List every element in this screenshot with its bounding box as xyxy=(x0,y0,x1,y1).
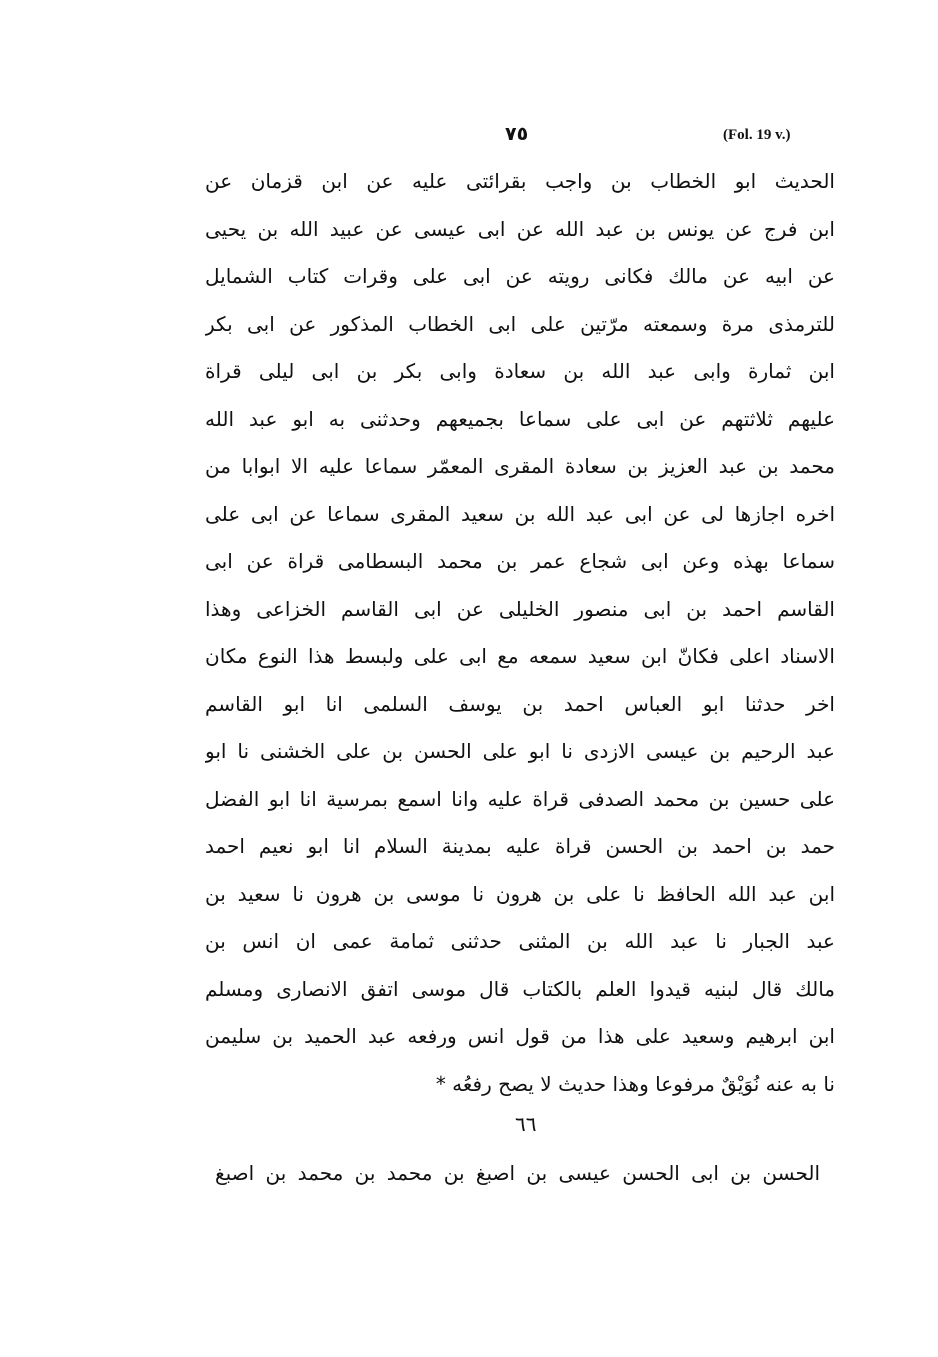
page-number: ٧٥ xyxy=(505,123,529,145)
text-line: عن ابيه عن مالك فكانى رويته عن ابى على وقرات كتاب الشمايل xyxy=(205,264,835,288)
text-line: ابن ثمارة وابى عبد الله بن سعادة وابى بكر بن ابى ليلى قراة xyxy=(205,359,835,383)
text-line: محمد بن عبد العزيز بن سعادة المقرى المعمّر سماعا عليه الا ابوابا من xyxy=(205,454,835,478)
text-line: الاسناد اعلى فكانّ ابن سعيد سمعه مع ابى على ولبسط هذا النوع مكان xyxy=(205,644,835,668)
text-line: حمد بن احمد بن الحسن قراة عليه بمدينة السلام انا ابو نعيم احمد xyxy=(205,834,835,858)
text-line: سماعا بهذه وعن ابى شجاع عمر بن محمد البسطامى قراة عن ابى xyxy=(205,549,835,573)
text-line: ابن عبد الله الحافظ نا على بن هرون نا موسى بن هرون نا سعيد بن xyxy=(205,881,835,906)
text-line: عبد الرحيم بن عيسى الازدى نا ابو على الحسن بن على الخشنى نا ابو xyxy=(205,739,835,763)
section-number: ٦٦ xyxy=(515,1112,537,1136)
next-section-line: الحسن بن ابى الحسن عيسى بن اصبغ بن محمد بن محمد بن اصبغ xyxy=(215,1161,820,1185)
text-line: اخر حدثنا ابو العباس احمد بن يوسف السلمى انا ابو القاسم xyxy=(205,691,835,716)
text-line: القاسم احمد بن ابى منصور الخليلى عن ابى القاسم الخزاعى وهذا xyxy=(205,596,835,621)
text-line: عليهم ثلاثتهم عن ابى على سماعا بجميعهم وحدثنى به ابو عبد الله xyxy=(205,406,835,431)
text-line: ابن ابرهيم وسعيد على هذا من قول انس ورفعه عبد الحميد بن سليمن xyxy=(205,1024,835,1048)
text-line: على حسين بن محمد الصدفى قراة عليه وانا اسمع بمرسية انا ابو الفضل xyxy=(205,786,835,811)
text-line: للترمذى مرة وسمعته مرّتين على ابى الخطاب المذكور عن ابى بكر xyxy=(205,311,835,336)
folio-reference: (Fol. 19 v.) xyxy=(723,127,791,143)
text-line: عبد الجبار نا عبد الله بن المثنى حدثنى ثمامة عمى ان انس بن xyxy=(205,929,835,953)
text-line-final: نا به عنه نُوَيْقٌ مرفوعا وهذا حديث لا يصح رفعُه * xyxy=(435,1071,835,1096)
text-line: الحديث ابو الخطاب بن واجب بقرائتى عليه عن ابن قزمان عن xyxy=(205,169,835,193)
main-text-block xyxy=(205,158,835,1108)
text-line: اخره اجازها لى عن ابى عبد الله بن سعيد المقرى سماعا عن ابى على xyxy=(205,501,835,526)
text-line: مالك قال لبنيه قيدوا العلم بالكتاب قال موسى اتفق الانصارى ومسلم xyxy=(205,976,835,1001)
text-line: ابن فرج عن يونس بن عبد الله عن ابى عيسى عن عبيد الله بن يحيى xyxy=(205,216,835,241)
